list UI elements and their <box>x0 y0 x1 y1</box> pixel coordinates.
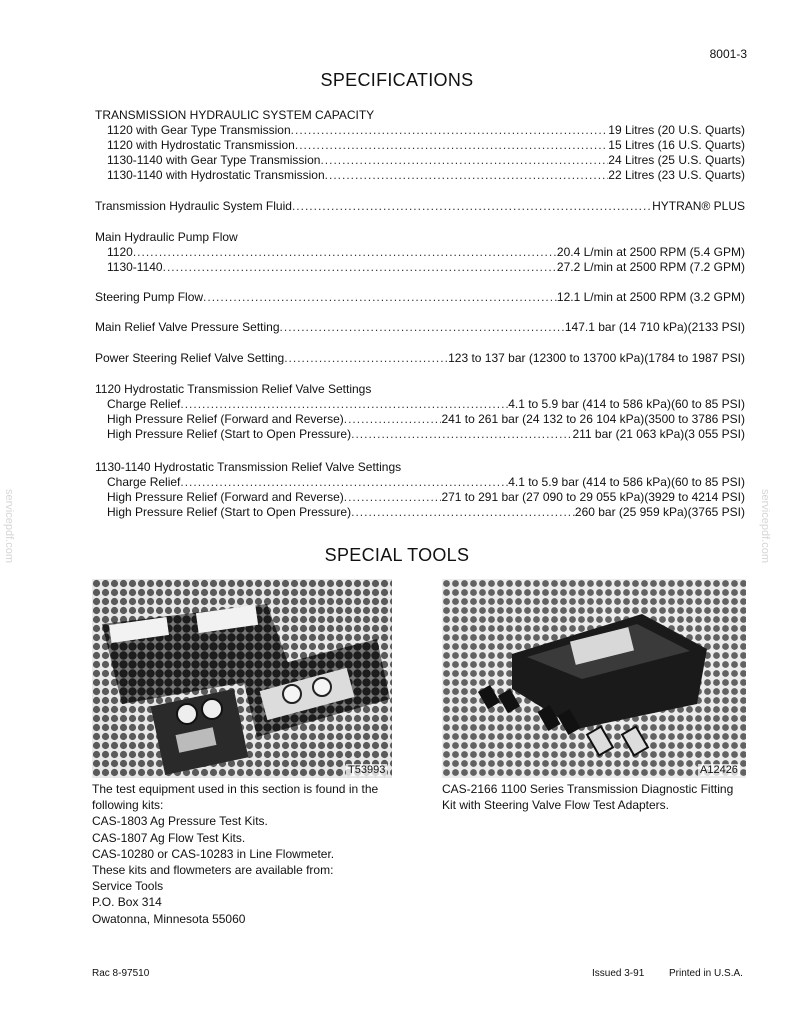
spec-label: High Pressure Relief (Forward and Reverse) <box>107 412 344 426</box>
caption-line: The test equipment used in this section is found in the <box>92 782 379 796</box>
spec-label: 1130-1140 with Gear Type Transmission <box>107 153 321 167</box>
spec-value: 241 to 261 bar (24 132 to 26 104 kPa)(3500 to 3786 PSI) <box>441 412 745 426</box>
spec-value: 20.4 L/min at 2500 RPM (5.4 GPM) <box>556 245 745 259</box>
spec-group-main-relief <box>95 320 745 335</box>
dot-leader <box>351 505 575 520</box>
spec-header: Main Hydraulic Pump Flow <box>95 230 238 244</box>
spec-row <box>95 123 745 138</box>
spec-header: TRANSMISSION HYDRAULIC SYSTEM CAPACITY <box>95 108 375 122</box>
spec-header: 1130-1140 Hydrostatic Transmission Relief Valve Settings <box>95 460 402 474</box>
spec-value: 4.1 to 5.9 bar (414 to 586 kPa)(60 to 85 PSI) <box>508 475 745 489</box>
spec-row <box>95 138 745 153</box>
spec-value: 19 Litres (20 U.S. Quarts) <box>608 123 745 137</box>
spec-value: 27.2 L/min at 2500 RPM (7.2 GPM) <box>556 260 745 274</box>
caption-line: CAS-2166 1100 Series Transmission Diagnostic Fitting <box>442 782 734 796</box>
footer-issued: Issued 3-91 <box>592 968 645 979</box>
dot-leader <box>292 199 652 214</box>
page-number: 8001-3 <box>709 47 747 61</box>
spec-label: Power Steering Relief Valve Setting <box>95 351 285 365</box>
diagnostic-kit-photo <box>442 579 746 778</box>
spec-value: 147.1 bar (14 710 kPa)(2133 PSI) <box>564 320 745 334</box>
figure-id-right: A12426 <box>700 764 738 776</box>
spec-row <box>95 427 745 442</box>
spec-group-capacity <box>95 107 745 183</box>
spec-group-pump-flow <box>95 229 745 275</box>
spec-row <box>95 351 745 366</box>
spec-row <box>95 475 745 490</box>
caption-line: Owatonna, Minnesota 55060 <box>92 911 246 926</box>
spec-value: 211 bar (21 063 kPa)(3 055 PSI) <box>572 427 745 441</box>
spec-label: 1120 with Hydrostatic Transmission <box>107 138 295 152</box>
dot-leader <box>133 245 557 260</box>
spec-value: 271 to 291 bar (27 090 to 29 055 kPa)(3929 to 4214 PSI) <box>441 490 745 504</box>
spec-value: 123 to 137 bar (12300 to 13700 kPa)(1784 to 1987 PSI) <box>448 351 745 365</box>
right-caption <box>442 781 733 813</box>
watermark-right: servicepdf.com <box>758 489 771 563</box>
special-tools-title: SPECIAL TOOLS <box>324 545 470 565</box>
spec-row <box>95 490 745 505</box>
dot-leader <box>320 153 608 168</box>
spec-row <box>95 199 745 214</box>
dot-leader <box>351 427 572 442</box>
figure-id-left: T53993 <box>348 764 386 776</box>
spec-label: High Pressure Relief (Forward and Reverse) <box>107 490 344 504</box>
spec-row <box>95 412 745 427</box>
spec-group-fluid <box>95 199 745 214</box>
watermark-left: servicepdf.com <box>2 489 15 563</box>
spec-row <box>95 397 745 412</box>
spec-label: Charge Relief <box>107 475 181 489</box>
spec-label: 1120 <box>107 245 133 259</box>
dot-leader <box>163 260 557 275</box>
spec-value: 22 Litres (23 U.S. Quarts) <box>608 168 745 182</box>
spec-label: High Pressure Relief (Start to Open Pressure) <box>107 427 352 441</box>
spec-label: 1130-1140 with Hydrostatic Transmission <box>107 168 325 182</box>
caption-line: following kits: <box>92 798 164 813</box>
spec-label: High Pressure Relief (Start to Open Pressure) <box>107 505 352 519</box>
specifications-title: SPECIFICATIONS <box>320 70 474 90</box>
caption-line: CAS-1803 Ag Pressure Test Kits. <box>92 814 268 829</box>
spec-row <box>95 260 745 275</box>
spec-row <box>95 153 745 168</box>
test-kits-photo-graphic <box>92 579 392 778</box>
spec-value: 12.1 L/min at 2500 RPM (3.2 GPM) <box>556 290 745 304</box>
spec-row <box>95 245 745 260</box>
footer-document-number: Rac 8-97510 <box>92 968 150 979</box>
dot-leader <box>344 490 442 505</box>
spec-label: 1120 with Gear Type Transmission <box>107 123 291 137</box>
caption-line: Kit with Steering Valve Flow Test Adapters. <box>442 798 669 813</box>
spec-label: Main Relief Valve Pressure Setting <box>95 320 280 334</box>
spec-label: Charge Relief <box>107 397 181 411</box>
spec-value: 15 Litres (16 U.S. Quarts) <box>608 138 745 152</box>
caption-line: CAS-1807 Ag Flow Test Kits. <box>92 830 246 845</box>
dot-leader <box>284 351 448 366</box>
test-kits-photo <box>92 579 392 778</box>
caption-line: P.O. Box 314 <box>92 895 162 910</box>
diagnostic-kit-photo-graphic <box>442 579 746 778</box>
dot-leader <box>291 123 609 138</box>
spec-value: 24 Litres (25 U.S. Quarts) <box>608 153 745 167</box>
dot-leader <box>203 290 557 305</box>
dot-leader <box>180 475 508 490</box>
spec-row <box>95 168 745 183</box>
spec-value: 260 bar (25 959 kPa)(3765 PSI) <box>574 505 745 519</box>
spec-label: 1130-1140 <box>107 260 163 274</box>
spec-header: 1120 Hydrostatic Transmission Relief Valve Settings <box>95 382 372 396</box>
spec-row <box>95 290 745 305</box>
spec-group-steering-pump <box>95 290 745 305</box>
spec-label: Steering Pump Flow <box>95 290 204 304</box>
dot-leader <box>325 168 609 183</box>
spec-row <box>95 320 745 335</box>
caption-line: These kits and flowmeters are available from: <box>92 863 334 878</box>
spec-row <box>95 505 745 520</box>
left-caption <box>92 781 378 927</box>
spec-value: HYTRAN® PLUS <box>652 199 745 213</box>
spec-label: Transmission Hydraulic System Fluid <box>95 199 292 213</box>
dot-leader <box>344 412 442 427</box>
spec-group-1130-relief <box>95 459 745 520</box>
dot-leader <box>280 320 565 335</box>
dot-leader <box>295 138 608 153</box>
caption-line: Service Tools <box>92 879 164 894</box>
spec-value: 4.1 to 5.9 bar (414 to 586 kPa)(60 to 85 PSI) <box>508 397 745 411</box>
spec-group-1120-relief <box>95 381 745 442</box>
caption-line: CAS-10280 or CAS-10283 in Line Flowmeter. <box>92 846 335 861</box>
dot-leader <box>180 397 508 412</box>
spec-group-power-steering <box>95 351 745 366</box>
footer-printed: Printed in U.S.A. <box>669 968 743 979</box>
